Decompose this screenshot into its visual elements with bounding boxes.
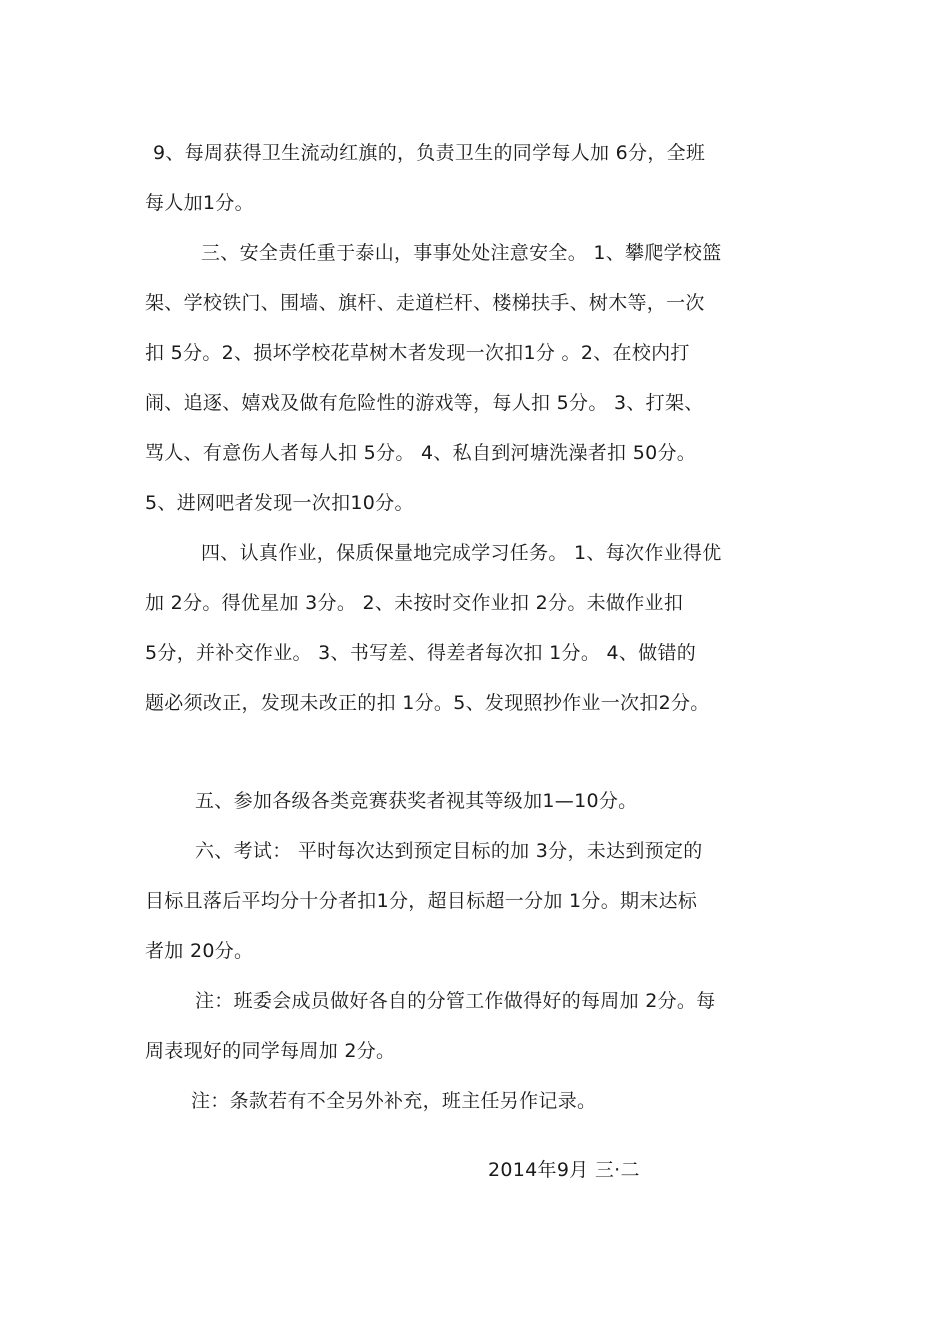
- note-1-line-2: 周表现好的同学每周加 2分。: [145, 1040, 396, 1062]
- section-3-line-6: 5、进网吧者发现一次扣10分。: [145, 492, 414, 514]
- section-3-line-5: 骂人、有意伤人者每人扣 5分。 4、私自到河塘洗澡者扣 50分。: [145, 442, 697, 464]
- document-body: [145, 128, 813, 1126]
- section-6-line-1: 六、考试： 平时每次达到预定目标的加 3分，未达到预定的: [195, 840, 703, 862]
- section-4-line-4: 题必须改正，发现未改正的扣 1分。5、发现照抄作业一次扣2分。: [145, 692, 710, 714]
- section-3-line-2: 架、学校铁门、围墙、旗杆、走道栏杆、楼梯扶手、树木等，一次: [145, 292, 705, 314]
- note-1-line-1: 注：班委会成员做好各自的分管工作做得好的每周加 2分。每: [195, 990, 716, 1012]
- note-2-line-1: 注：条款若有不全另外补充，班主任另作记录。: [191, 1090, 597, 1112]
- paragraph-gap: [145, 728, 813, 776]
- section-4-line-1: 四、认真作业，保质保量地完成学习任务。 1、每次作业得优: [201, 542, 722, 564]
- signature-date: 2014年9月 三·二: [488, 1159, 640, 1181]
- section-3-line-3: 扣 5分。2、损坏学校花草树木者发现一次扣1分 。2、在校内打: [145, 342, 690, 364]
- section-3-line-4: 闹、追逐、嬉戏及做有危险性的游戏等，每人扣 5分。 3、打架、: [145, 392, 704, 414]
- section-5-line-1: 五、参加各级各类竞赛获奖者视其等级加1—10分。: [195, 790, 638, 812]
- item-9-line-2: 每人加1分。: [145, 192, 254, 214]
- section-6-line-3: 者加 20分。: [145, 940, 254, 962]
- section-6-line-2: 目标且落后平均分十分者扣1分，超目标超一分加 1分。期末达标: [145, 890, 698, 912]
- section-4-line-2: 加 2分。得优星加 3分。 2、未按时交作业扣 2分。未做作业扣: [145, 592, 684, 614]
- section-4-line-3: 5分，并补交作业。 3、书写差、得差者每次扣 1分。 4、做错的: [145, 642, 697, 664]
- item-9-line-1: 9、每周获得卫生流动红旗的，负责卫生的同学每人加 6分，全班: [153, 142, 706, 164]
- section-3-line-1: 三、安全责任重于泰山，事事处处注意安全。 1、攀爬学校篮: [201, 242, 722, 264]
